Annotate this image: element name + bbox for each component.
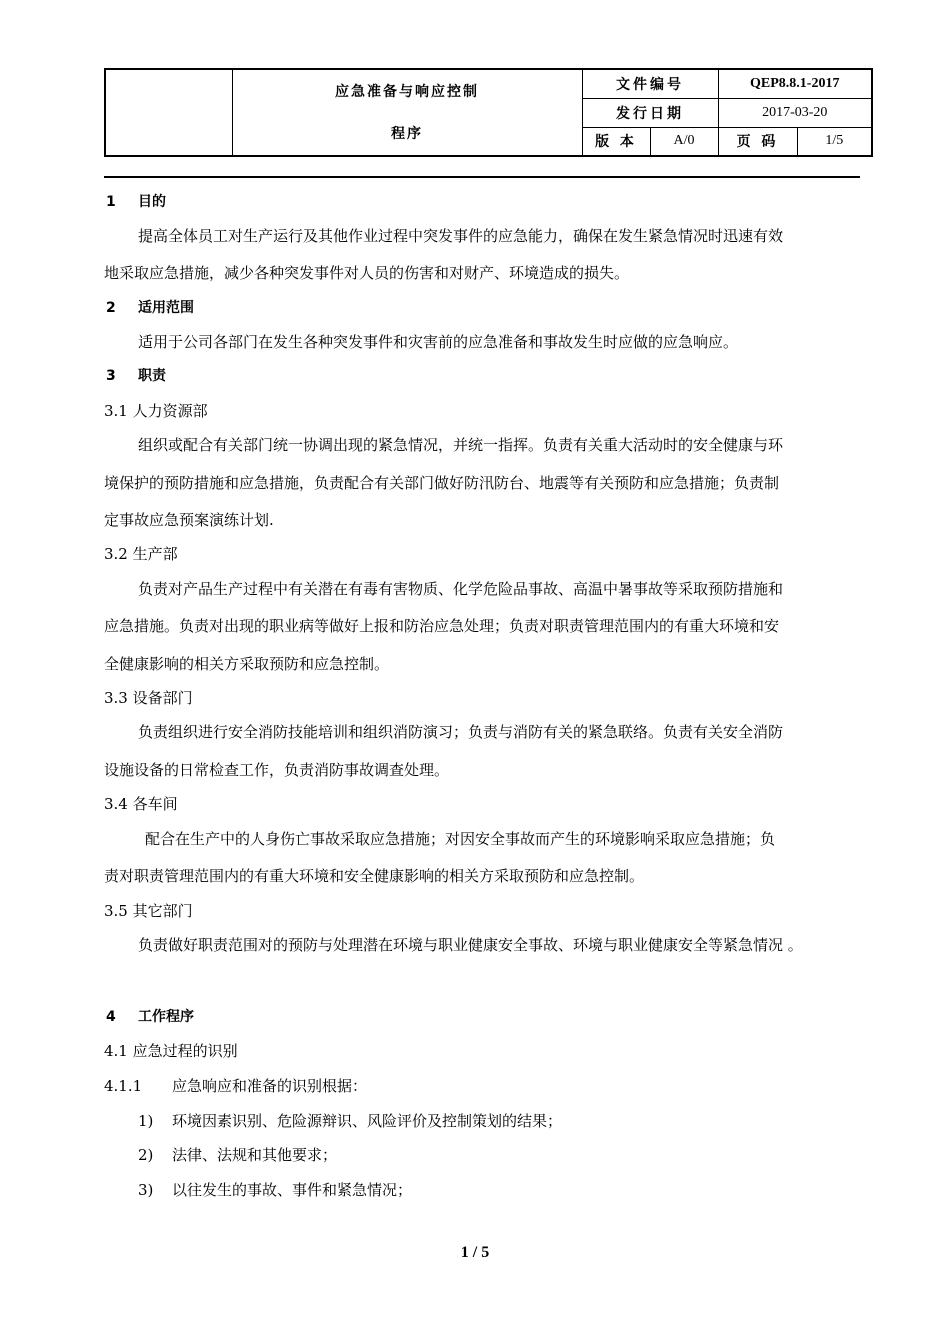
section-1-para-line-1: 提高全体员工对生产运行及其他作业过程中突发事件的应急能力，确保在发生紧急情况时迅速有效 xyxy=(138,227,784,245)
section-3-2-title: 3.2 生产部 xyxy=(104,545,178,563)
section-3-1-para-line-2: 境保护的预防措施和应急措施，负责配合有关部门做好防汛防台、地震等有关预防和应急措施；负责制 xyxy=(104,474,780,492)
section-3-number: 3 xyxy=(106,368,116,384)
list-item-1-number: 1) xyxy=(138,1112,154,1130)
section-1-para-line-2: 地采取应急措施，减少各种突发事件对人员的伤害和对财产、环境造成的损失。 xyxy=(104,264,630,282)
section-4-1-1-number: 4.1.1 xyxy=(104,1077,143,1095)
section-2-number: 2 xyxy=(106,300,116,316)
section-3-1-para-line-3: 定事故应急预案演练计划. xyxy=(104,511,274,529)
version-value: A/0 xyxy=(650,127,718,156)
section-2-para: 适用于公司各部门在发生各种突发事件和灾害前的应急准备和事故发生时应做的应急响应。 xyxy=(138,333,739,351)
issue-date-label: 发行日期 xyxy=(582,98,718,127)
document-header-table xyxy=(104,68,873,157)
section-3-1-title: 3.1 人力资源部 xyxy=(104,402,208,420)
document-title xyxy=(232,69,582,156)
list-item-3-number: 3) xyxy=(138,1181,154,1199)
section-3-3-title: 3.3 设备部门 xyxy=(104,689,193,707)
section-3-2-para-line-2: 应急措施。负责对出现的职业病等做好上报和防治应急处理；负责对职责管理范围内的有重大环境和安 xyxy=(104,617,780,635)
section-3-5-para: 负责做好职责范围对的预防与处理潜在环境与职业健康安全事故、环境与职业健康安全等紧急情况 。 xyxy=(138,936,803,954)
section-4-1-title: 4.1 应急过程的识别 xyxy=(104,1042,238,1060)
section-3-2-para-line-1: 负责对产品生产过程中有关潜在有毒有害物质、化学危险品事故、高温中暑事故等采取预防措施和 xyxy=(138,580,784,598)
section-4-title: 工作程序 xyxy=(138,1009,194,1025)
section-3-3-para-line-1: 负责组织进行安全消防技能培训和组织消防演习；负责与消防有关的紧急联络。负责有关安全消防 xyxy=(138,723,784,741)
version-label: 版 本 xyxy=(582,127,650,156)
section-3-2-para-line-3: 全健康影响的相关方采取预防和应急控制。 xyxy=(104,655,390,673)
title-line-2: 程序 xyxy=(391,125,423,142)
section-3-5-title: 3.5 其它部门 xyxy=(104,902,193,920)
doc-no-value: QEP8.8.1-2017 xyxy=(718,69,872,98)
doc-no-label: 文件编号 xyxy=(582,69,718,98)
section-3-1-para-line-1: 组织或配合有关部门统一协调出现的紧急情况，并统一指挥。负责有关重大活动时的安全健康与环 xyxy=(138,436,784,454)
section-3-4-para-line-2: 责对职责管理范围内的有重大环境和安全健康影响的相关方采取预防和应急控制。 xyxy=(104,867,645,885)
section-4-number: 4 xyxy=(106,1009,116,1025)
header-divider xyxy=(104,176,860,178)
list-item-1: 环境因素识别、危险源辩识、风险评价及控制策划的结果； xyxy=(172,1112,563,1130)
section-3-3-para-line-2: 设施设备的日常检查工作，负责消防事故调查处理。 xyxy=(104,761,450,779)
section-1-number: 1 xyxy=(106,194,116,210)
issue-date-value: 2017-03-20 xyxy=(718,98,872,127)
section-3-4-title: 3.4 各车间 xyxy=(104,795,178,813)
page-label: 页 码 xyxy=(718,127,797,156)
section-2-title: 适用范围 xyxy=(138,300,194,316)
section-4-1-1-title: 应急响应和准备的识别根据： xyxy=(172,1077,368,1095)
list-item-3: 以往发生的事故、事件和紧急情况； xyxy=(172,1181,413,1199)
page-value: 1/5 xyxy=(797,127,872,156)
list-item-2: 法律、法规和其他要求； xyxy=(172,1146,338,1164)
section-3-title: 职责 xyxy=(138,368,166,384)
logo-cell xyxy=(105,69,232,156)
section-3-4-para-line-1: 配合在生产中的人身伤亡事故采取应急措施；对因安全事故而产生的环境影响采取应急措施；负 xyxy=(145,830,776,848)
page-footer: 1 / 5 xyxy=(460,1244,490,1261)
list-item-2-number: 2) xyxy=(138,1146,154,1164)
title-line-1: 应急准备与响应控制 xyxy=(335,83,479,100)
section-1-title: 目的 xyxy=(138,194,166,210)
